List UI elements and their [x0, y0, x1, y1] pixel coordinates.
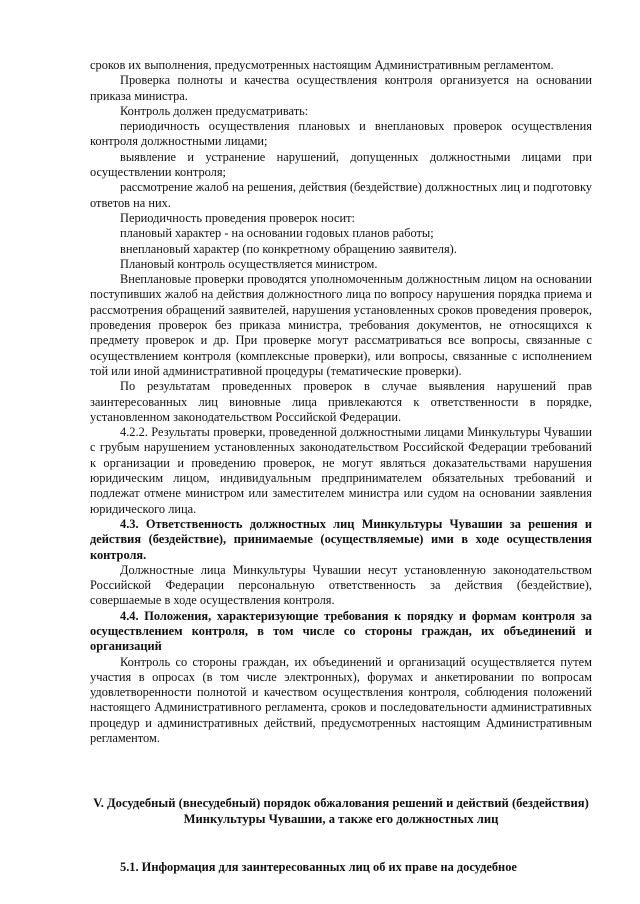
paragraph: плановый характер - на основании годовых планов работы; — [120, 226, 434, 241]
paragraph: Периодичность проведения проверок носит: — [120, 210, 356, 225]
paragraph: 4.2.2. Результаты проверки, проведенной должностными лицами Минкультуры Чувашии с грубым нарушением установленных законодательством Российской Федерации требований к организации и проведению проверок, не могут являться доказательствами нарушения юридическим лицом, индивидуальным предпринимателем обязательных требований и подлежат отмене министром или заместителем министра или судом на основании заявления юридического лица. — [90, 425, 592, 516]
paragraph: Плановый контроль осуществляется министром. — [120, 256, 378, 271]
paragraph: рассмотрение жалоб на решения, действия (бездействие) должностных лиц и подготовку ответов на них. — [90, 180, 592, 210]
paragraph: Проверка полноты и качества осуществления контроля организуется на основании приказа министра. — [90, 73, 592, 103]
paragraph: По результатам проведенных проверок в случае выявления нарушений прав заинтересованных лиц виновные лица привлекаются к ответственности в порядке, установленном законодательством Российской Федерации. — [90, 379, 592, 424]
spacer — [90, 840, 592, 860]
paragraph: внеплановый характер (по конкретному обращению заявителя). — [120, 241, 457, 256]
section-v-title: V. Досудебный (внесудебный) порядок обжалования решений и действий (бездействия) Минкультуры Чувашии, а также его должностных лиц — [93, 795, 589, 826]
paragraph: периодичность осуществления плановых и внеплановых проверок осуществления контроля должностными лицами; — [90, 119, 592, 149]
section-heading-4-3: 4.3. Ответственность должностных лиц Минкультуры Чувашии за решения и действия (бездействие), принимаемые (осуществляемые) ими в ходе осуществления контроля. — [90, 516, 592, 562]
paragraph: сроков их выполнения, предусмотренных настоящим Административным регламентом. — [90, 58, 554, 72]
paragraph: Внеплановые проверки проводятся уполномоченным должностным лицом на основании поступивших жалоб на действия должностного лица по вопросу нарушения порядка приема и рассмотрения обращений заявителей, нарушения установленных сроков проведения проверок, проведения проверок без приказа министра, требования документов, не относящихся к предмету проверок и др. При проверке могут рассматриваться все вопросы, связанные с осуществлением контроля (комплексные проверки), или вопросы, связанные с исполнением той или иной административной процедуры (тематические проверки). — [90, 272, 592, 378]
section-heading-5-1: 5.1. Информация для заинтересованных лиц об их праве на досудебное — [120, 859, 517, 874]
paragraph: Контроль со стороны граждан, их объединений и организаций осуществляется путем участия в опросах (в том числе электронных), форумах и анкетировании по вопросам удовлетворенности полнотой и качеством осуществления контроля, соблюдения положений настоящего Административного регламента, сроков и последовательности административных процедур и административных действий, предусмотренных настоящим Административным регламентом. — [90, 654, 592, 746]
paragraph: Должностные лица Минкультуры Чувашии несут установленную законодательством Российской Федерации персональную ответственность за действия (бездействие), совершаемые в ходе осуществления контроля. — [90, 562, 592, 608]
paragraph: выявление и устранение нарушений, допущенных должностными лицами при осуществлении контроля; — [90, 149, 592, 180]
spacer — [90, 746, 592, 782]
section-heading-4-4: 4.4. Положения, характеризующие требования к порядку и формам контроля за осуществлением контроля, в том числе со стороны граждан, их объединений и организаций — [90, 608, 592, 654]
paragraph: Контроль должен предусматривать: — [120, 103, 309, 118]
